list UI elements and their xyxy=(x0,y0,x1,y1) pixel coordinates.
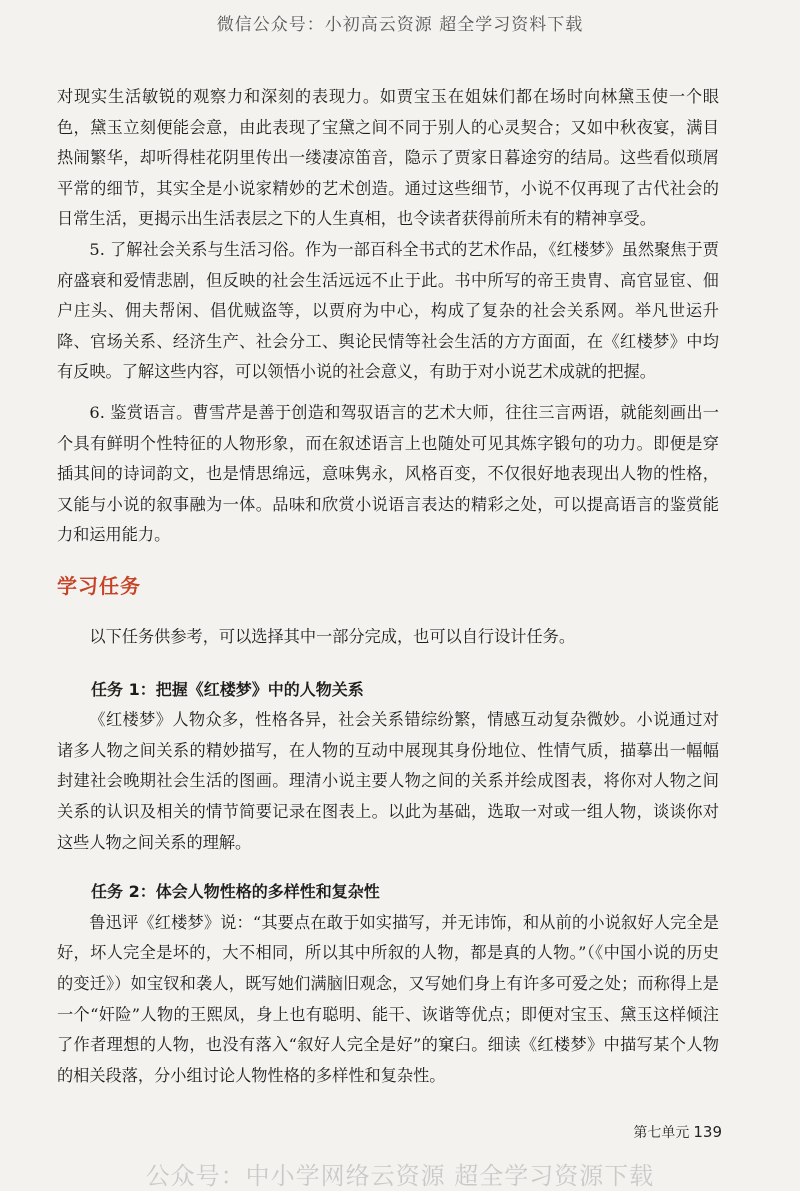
page-number: 139 xyxy=(693,1123,722,1141)
body-text-tasks xyxy=(57,622,719,1091)
task-2-body: 鲁迅评《红楼梦》说：“其要点在敢于如实描写，并无讳饰，和从前的小说叙好人完全是好，坏人完全是坏的，大不相同，所以其中所叙的人物，都是真的人物。”（《中国小说的历史的变迁》）如宝钗和袭人，既写她们满脑旧观念，又写她们身上有许多可爱之处；而称得上是一个“奸险”人物的王熙凤，身上也有聪明、能干、诙谐等优点；即便对宝玉、黛玉这样倾注了作者理想的人物，也没有落入“叙好人完全是好”的窠臼。细读《红楼梦》中描写某个人物的相关段落，分小组讨论人物性格的多样性和复杂性。 xyxy=(57,912,719,1085)
header-watermark-title: 微信公众号：小初高云资源 超全学习资料下载 xyxy=(216,15,584,35)
task-1-title: 任务 1：把握《红楼梦》中的人物关系 xyxy=(91,679,364,699)
page-footer xyxy=(633,1122,722,1142)
section-heading: 学习任务 xyxy=(57,574,141,598)
task-1-body: 《红楼梦》人物众多，性格各异，社会关系错综纷繁，情感互动复杂微妙。小说通过对诸多人物之间关系的精妙描写，在人物的互动中展现其身份地位、性情气质，描摹出一幅幅封建社会晚期社会生活的图画。理清小说主要人物之间的关系并绘成图表，将你对人物之间关系的认识及相关的情节简要记录在图表上。以此为基础，选取一对或一组人物，谈谈你对这些人物之间关系的理解。 xyxy=(57,710,719,852)
paragraph-1: 对现实生活敏锐的观察力和深刻的表现力。如贾宝玉在姐妹们都在场时向林黛玉使一个眼色，黛玉立刻便能会意，由此表现了宝黛之间不同于别人的心灵契合；又如中秋夜宴，满目热闹繁华，却听得桂花阴里传出一缕凄凉笛音，隐示了贾家日暮途穷的结局。这些看似琐屑平常的细节，其实全是小说家精妙的艺术创造。通过这些细节，小说不仅再现了古代社会的日常生活，更揭示出生活表层之下的人生真相，也令读者获得前所未有的精神享受。 xyxy=(57,87,719,229)
paragraph-3: 6. 鉴赏语言。曹雪芹是善于创造和驾驭语言的艺术大师，往往三言两语，就能刻画出一个具有鲜明个性特征的人物形象，而在叙述语言上也随处可见其炼字锻句的功力。即便是穿插其间的诗词韵文，也是情思绵远，意味隽永，风格百变，不仅很好地表现出人物的性格，又能与小说的叙事融为一体。品味和欣赏小说语言表达的精彩之处，可以提高语言的鉴赏能力和运用能力。 xyxy=(57,402,719,545)
bottom-watermark: 公众号：中小学网络云资源 超全学习资源下载 xyxy=(145,1162,655,1190)
section-intro: 以下任务供参考，可以选择其中一部分完成，也可以自行设计任务。 xyxy=(89,627,576,646)
unit-label: 第七单元 xyxy=(633,1125,690,1141)
paragraph-2: 5. 了解社会关系与生活习俗。作为一部百科全书式的艺术作品，《红楼梦》虽然聚焦于贾府盛衰和爱情悲剧，但反映的社会生活远远不止于此。书中所写的帝王贵胄、高官显宦、佃户庄头、佣夫帮闲、倡优贼盗等，以贾府为中心，构成了复杂的社会关系网。举凡世运升降、官场关系、经济生产、社会分工、舆论民情等社会生活的方方面面，在《红楼梦》中均有反映。了解这些内容，可以领悟小说的社会意义，有助于对小说艺术成就的把握。 xyxy=(57,239,719,382)
task-2-title: 任务 2：体会人物性格的多样性和复杂性 xyxy=(91,882,380,902)
body-text-top xyxy=(57,82,719,551)
